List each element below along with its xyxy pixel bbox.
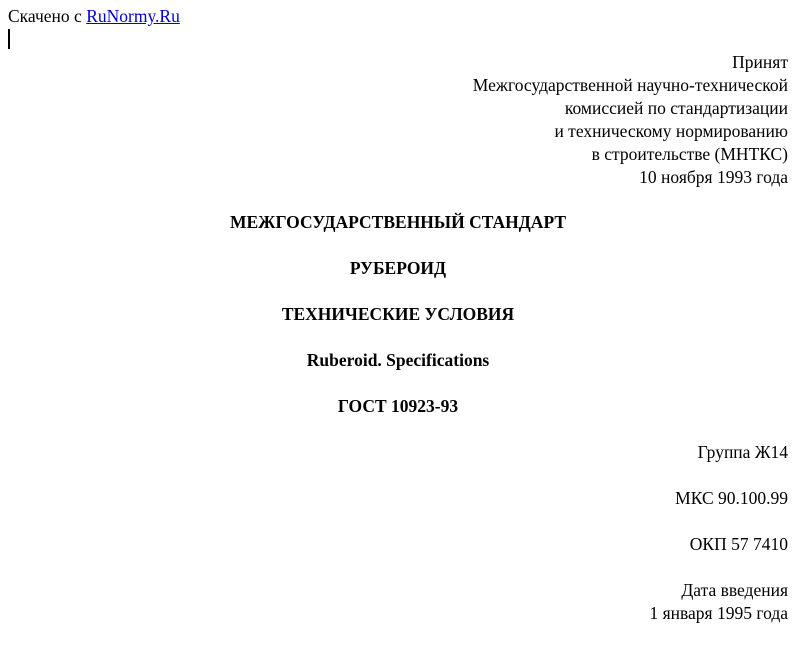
approval-block [473, 51, 788, 189]
approval-line: Принят [732, 52, 788, 72]
product-heading: РУБЕРОИД [349, 258, 447, 278]
source-line [8, 5, 180, 27]
text-cursor [8, 29, 10, 49]
approval-line: комиссией по стандартизации [564, 98, 788, 118]
approval-line: в строительстве (МНТКС) [591, 144, 788, 164]
okp-code: ОКП 57 7410 [689, 534, 788, 554]
approval-line: и техническому нормированию [554, 121, 788, 141]
approval-line: Межгосударственной научно-технической [472, 75, 788, 95]
gost-number-heading: ГОСТ 10923-93 [337, 396, 459, 416]
group-code: Группа Ж14 [697, 442, 788, 462]
approval-line: 10 ноября 1993 года [639, 167, 788, 187]
source-link[interactable]: RuNormy.Ru [86, 6, 180, 26]
mks-code: МКС 90.100.99 [675, 488, 788, 508]
classification-block [649, 441, 788, 625]
intro-date-label: Дата введения [681, 580, 788, 600]
english-title-heading: Ruberoid. Specifications [306, 350, 490, 370]
intro-date-value: 1 января 1995 года [649, 603, 788, 623]
standard-type-heading: МЕЖГОСУДАРСТВЕННЫЙ СТАНДАРТ [229, 212, 567, 232]
title-block [0, 211, 794, 441]
source-prefix: Скачено с [8, 6, 82, 26]
subtitle-heading: ТЕХНИЧЕСКИЕ УСЛОВИЯ [281, 304, 515, 324]
